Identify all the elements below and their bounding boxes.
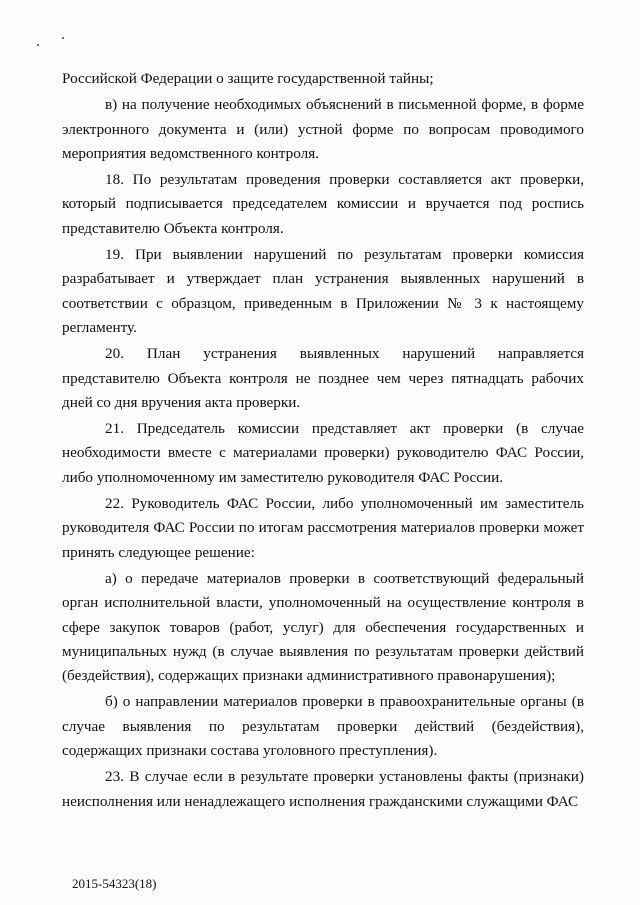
document-number: 2015-54323(18) — [72, 876, 157, 891]
scan-speck — [37, 44, 39, 46]
paragraph-22-b: б) о направлении материалов проверки в правоохранительные органы (в случае выявления по результатам проверки действий (бездействия), содержащих признаки состава уголовного преступления). — [62, 693, 584, 760]
paragraph-continuation: Российской Федерации о защите государственной тайны; — [62, 70, 434, 87]
paragraph-20: 20. План устранения выявленных нарушений направляется представителю Объекта контроля не позднее чем через пятнадцать рабочих дней со дня вручения акта проверки. — [62, 345, 584, 411]
paragraph-item-v: в) на получение необходимых объяснений в письменной форме, в форме электронного документа и (или) устной форме по вопросам проводимого мероприятия ведомственного контроля. — [62, 96, 584, 162]
paragraph-23: 23. В случае если в результате проверки установлены факты (признаки) неисполнения или ненадлежащего исполнения гражданскими служащими ФАС — [62, 768, 584, 810]
paragraph-18: 18. По результатам проведения проверки составляется акт проверки, который подписывается председателем комиссии и вручается под роспись представителю Объекта контроля. — [62, 171, 584, 237]
document-body — [62, 67, 584, 816]
paragraph-19: 19. При выявлении нарушений по результатам проверки комиссия разрабатывает и утверждает план устранения выявленных нарушений в соответствии с образцом, приведенным в Приложении № 3 к настоящему регламенту. — [62, 246, 584, 336]
paragraph-21: 21. Председатель комиссии представляет акт проверки (в случае необходимости вместе с материалами проверки) руководителю ФАС России, либо уполномоченному им заместителю руководителя ФАС России. — [62, 420, 584, 486]
paragraph-22-a: а) о передаче материалов проверки в соответствующий федеральный орган исполнительной власти, уполномоченный на осуществление контроля в сфере закупок товаров (работ, услуг) для обеспечения государственных и муниципальных нужд (в случае выявления по результатам проверки действий (бездействия), содержащих признаки административного правонарушения); — [62, 569, 584, 685]
scan-speck — [62, 37, 64, 39]
paragraph-22: 22. Руководитель ФАС России, либо уполномоченный им заместитель руководителя ФАС России по итогам рассмотрения материалов проверки может принять следующее решение: — [62, 495, 584, 561]
